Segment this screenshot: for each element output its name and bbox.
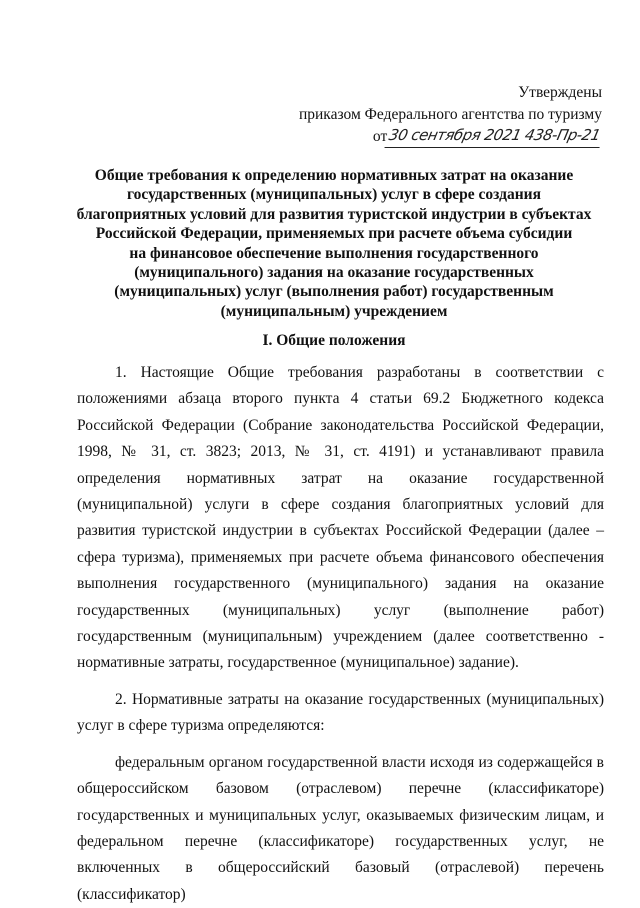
- title-line: государственных (муниципальных) услуг в сфере создания: [127, 186, 541, 204]
- approval-block: [272, 82, 602, 148]
- paragraph-1: 1. Настоящие Общие требования разработаны в соответствии с положениями абзаца второго пункта 4 статьи 69.2 Бюджетного кодекса Российской Федерации (Собрание законодательства Российской Федерации, 1998, № 31, ст. 3823; 2013, № 31, ст. 4191) и устанавливают правила определения нормативных затрат на оказание государственной (муниципальной) услуги в сфере создания благоприятных условий для развития туристской индустрии в субъектах Российской Федерации (далее – сфера туризма), применяемых при расчете объема финансового обеспечения выполнения государственного (муниципального) задания на оказание государственных (муниципальных) услуг (выполнение работ) государственным (муниципальным) учреждением (далее соответственно - нормативные затраты, государственное (муниципальное) задание).: [77, 364, 604, 672]
- handwritten-date-number: 30 сентября 2021 438-Пр-21: [385, 124, 605, 148]
- document-body: [77, 360, 604, 908]
- title-line: благоприятных условий для развития туристской индустрии в субъектах: [76, 205, 592, 223]
- title-line: (муниципальным) учреждением: [220, 302, 448, 320]
- paragraph-3: федеральным органом государственной власти исходя из содержащейся в общероссийском базовом (отраслевом) перечне (классификаторе) государственных и муниципальных услуг, оказываемых физическим лицам, и федеральном перечне (классификаторе) государственных услуг, не включенных в общероссийский базовый (отраслевой) перечень (классификатор): [77, 753, 604, 903]
- approval-date-line: [272, 124, 602, 148]
- document-title: [64, 166, 604, 321]
- title-line: (муниципального) задания на оказание государственных: [134, 264, 534, 282]
- title-line: Общие требования к определению нормативных затрат на оказание: [94, 167, 574, 184]
- paragraph-2: 2. Нормативные затраты на оказание государственных (муниципальных) услуг в сфере туризма определяются:: [77, 690, 604, 735]
- approval-order-line: приказом Федерального агентства по туризму: [298, 106, 602, 123]
- title-line: Российской Федерации, применяемых при расчете объема субсидии: [95, 225, 573, 243]
- section-heading: I. Общие положения: [262, 332, 406, 349]
- date-prefix: от: [372, 128, 388, 145]
- title-line: на финансовое обеспечение выполнения государственного: [129, 244, 539, 262]
- approval-title: Утверждены: [518, 84, 602, 101]
- title-line: (муниципальных) услуг (выполнения работ) государственным: [114, 283, 554, 301]
